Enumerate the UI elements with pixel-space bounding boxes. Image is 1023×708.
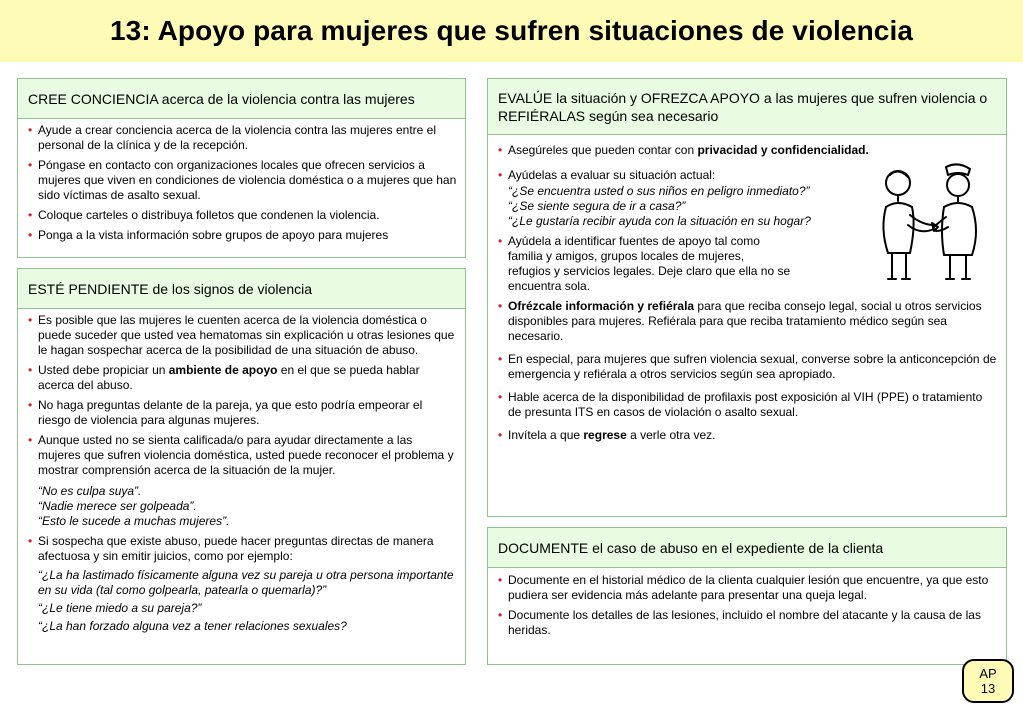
list-item: • En especial, para mujeres que sufren violencia sexual, converse sobre la anticoncepción de emergencia y refiérala a otros servicios según sea apropiado. <box>498 352 998 382</box>
quote: “Nadie merece ser golpeada”. <box>38 499 197 513</box>
item-text: encuentra sola. <box>508 279 591 293</box>
list-item: • Es posible que las mujeres le cuenten acerca de la violencia doméstica o puede suceder que usted vea hematomas sin explicación u otras lesiones que le hagan sospechar acerca de la posibilidad de una situación de abuso. <box>28 313 457 358</box>
list-item <box>28 363 457 393</box>
list-item <box>498 143 998 158</box>
badge-line-2: 13 <box>980 681 996 696</box>
item-bold-text: Ofrézcale información y refiérala <box>508 299 695 313</box>
signs-list <box>28 313 457 634</box>
list-item: • Coloque carteles o distribuya folletos que condenen la violencia. <box>28 208 457 223</box>
panel-evaluate <box>487 78 1007 517</box>
panel-document-title: DOCUMENTE el caso de abuso en el expediente de la clienta <box>498 539 884 556</box>
panel-awareness <box>17 78 466 258</box>
quote: “¿Le tiene miedo a su pareja?” <box>38 601 202 615</box>
list-item: • Ayude a crear conciencia acerca de la violencia contra las mujeres entre el personal de la clínica y de la recepción. <box>28 123 457 153</box>
page-title: 13: Apoyo para mujeres que sufren situaciones de violencia <box>109 15 914 46</box>
list-item: • No haga preguntas delante de la pareja, ya que esto podría empeorar el riesgo de violencia para algunas mujeres. <box>28 398 457 428</box>
list-item: • Ponga a la vista información sobre grupos de apoyo para mujeres <box>28 228 457 243</box>
item-text: en el que se pueda hablar acerca del abuso. <box>38 363 420 392</box>
panel-evaluate-header <box>488 79 1006 135</box>
panel-signs-title: ESTÉ PENDIENTE de los signos de violencia <box>28 280 313 297</box>
item-text: refugios y servicios legales. Deje claro que ella no se <box>508 264 791 278</box>
quote: “Esto le sucede a muchas mujeres”. <box>38 514 230 528</box>
awareness-list <box>28 123 457 243</box>
list-item: • Póngase en contacto con organizaciones locales que ofrecen servicios a mujeres que viven en condiciones de violencia doméstica o a mujeres que han sido víctimas de asalto sexual. <box>28 158 457 203</box>
list-item: • Documente los detalles de las lesiones, incluido el nombre del atacante y la causa de las heridas. <box>498 608 998 638</box>
list-item <box>28 433 457 529</box>
item-text: • Ayúdela a identificar fuentes de apoyo tal como <box>508 234 760 248</box>
list-item <box>498 299 998 344</box>
item-text: para que reciba consejo legal, social u otros servicios disponibles para mujeres. Refiérala para que reciba tratamiento médico según sea necesario. <box>508 299 982 343</box>
panel-document <box>487 527 1007 665</box>
quote: “No es culpa suya”. <box>38 484 142 498</box>
nurse-supporting-woman-icon <box>870 163 985 283</box>
document-list <box>498 573 998 638</box>
quote: “¿La ha lastimado físicamente alguna vez su pareja u otra persona importante en su vida (tal como golpearla, patearla o quemarla)?” <box>38 568 454 597</box>
ap-badge <box>962 659 1014 703</box>
panel-awareness-title: CREE CONCIENCIA acerca de la violencia contra las mujeres <box>28 90 415 107</box>
list-item <box>498 428 998 443</box>
panel-signs <box>17 268 466 665</box>
quote: “¿La han forzado alguna vez a tener relaciones sexuales? <box>38 619 347 633</box>
list-item: • Hable acerca de la disponibilidad de profilaxis post exposición al VIH (PPE) o tratamiento de presunta ITS en casos de violación o asalto sexual. <box>498 390 998 420</box>
panel-awareness-header <box>18 79 465 119</box>
item-text: Usted debe propiciar un <box>38 363 169 377</box>
item-bold-text: privacidad y confidencialidad. <box>697 143 869 157</box>
panel-document-header <box>488 528 1006 568</box>
quote: “¿Se encuentra usted o sus niños en peligro inmediato?” <box>508 184 810 198</box>
quote: “¿Se siente segura de ir a casa?” <box>508 199 686 213</box>
item-text: Invítela a que <box>508 428 584 442</box>
item-bold-text: ambiente de apoyo <box>168 363 278 377</box>
item-text: Asegúreles que pueden contar con <box>508 143 698 157</box>
item-text: Ayúdelas a evaluar su situación actual: <box>508 168 716 182</box>
item-text: a verle otra vez. <box>626 428 716 442</box>
item-text: Aunque usted no se sienta calificada/o para ayudar directamente a las mujeres que sufren violencia doméstica, usted puede reconocer el problema y mostrar comprensión acerca de la situación de la mujer. <box>38 433 454 477</box>
panel-evaluate-title: EVALÚE la situación y OFREZCA APOYO a las mujeres que sufren violencia o REFIÉRALAS según sea necesario <box>498 89 988 124</box>
quote: “¿Le gustaría recibir ayuda con la situación en su hogar? <box>508 214 811 228</box>
list-item <box>28 534 457 634</box>
badge-line-1: AP <box>979 666 997 681</box>
item-text: familia y amigos, grupos locales de mujeres, <box>508 249 745 263</box>
item-bold-text: regrese <box>583 428 627 442</box>
title-bar <box>0 0 1023 62</box>
item-text: Si sospecha que existe abuso, puede hacer preguntas directas de manera afectuosa y sin emitir juicios, como por ejemplo: <box>38 534 434 563</box>
panel-signs-header <box>18 269 465 309</box>
list-item: • Documente en el historial médico de la clienta cualquier lesión que encuentre, ya que esto pudiera ser evidencia más adelante para presentar una queja legal. <box>498 573 998 603</box>
